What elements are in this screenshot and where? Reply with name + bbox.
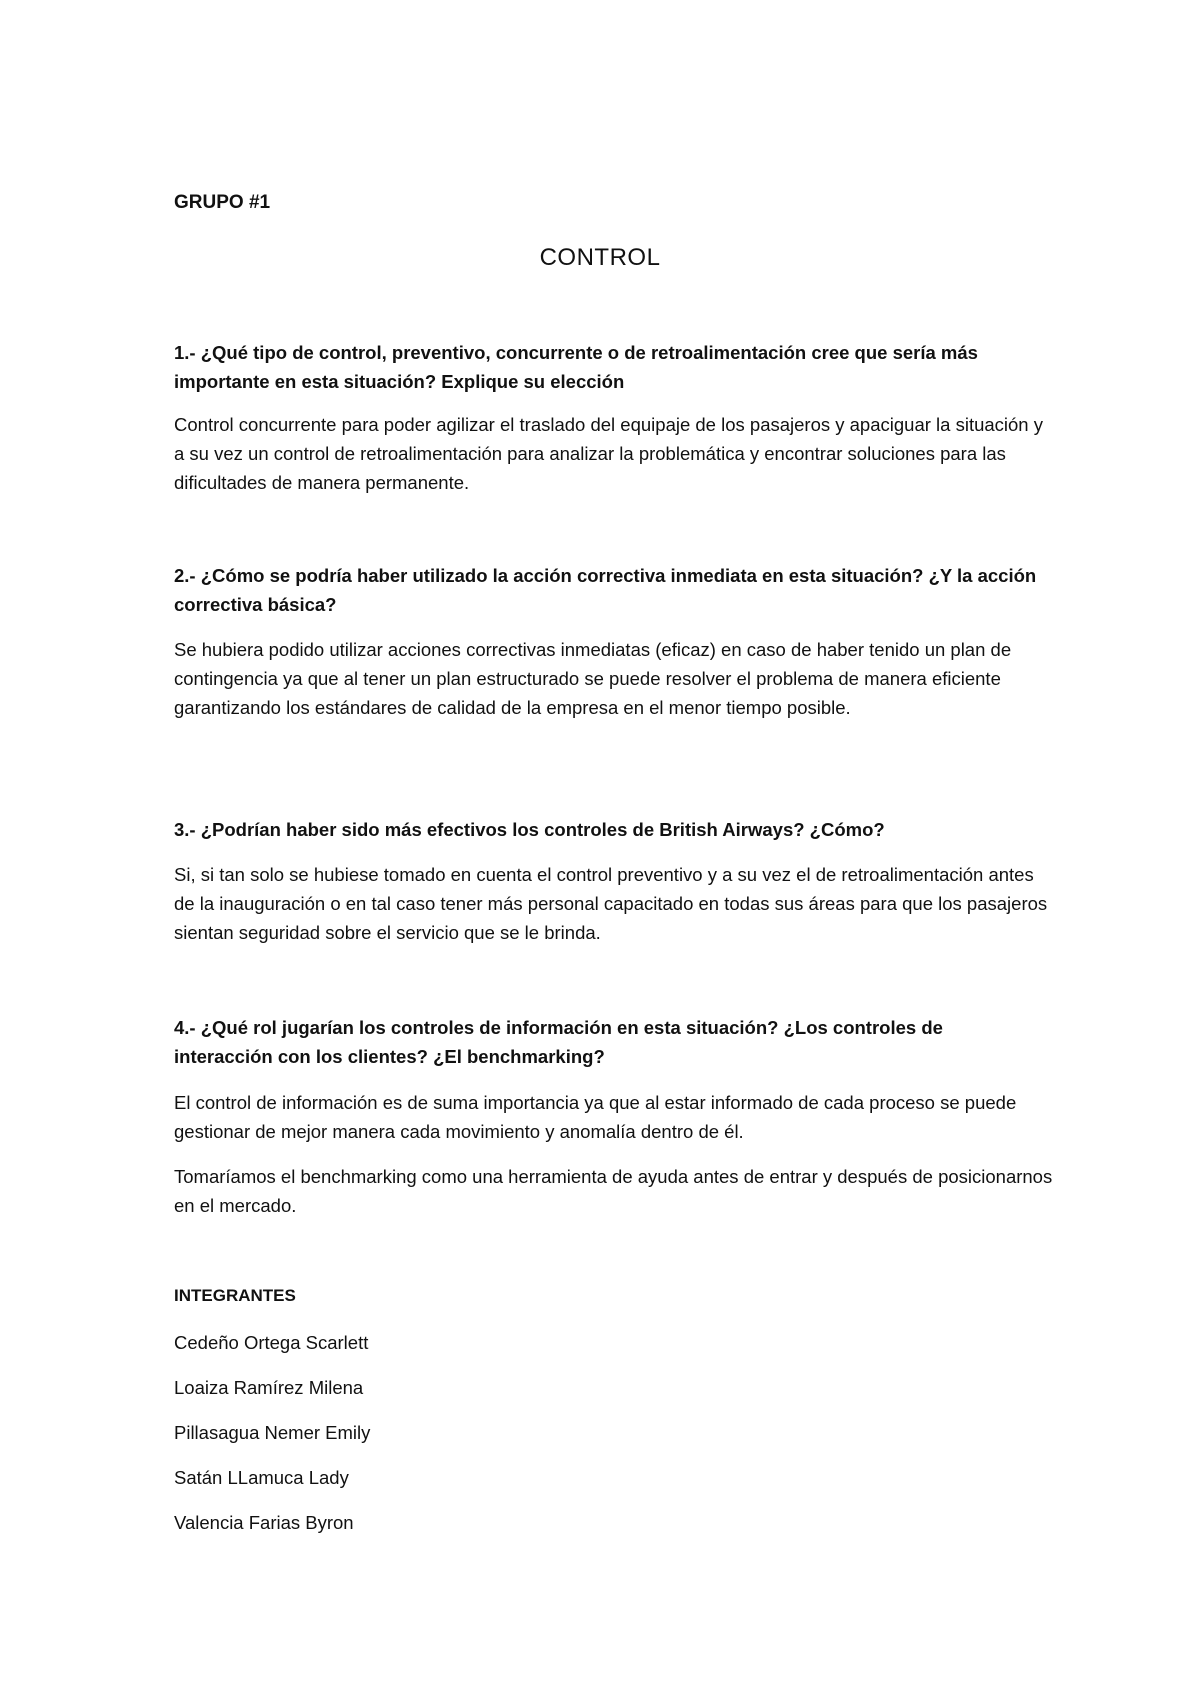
answer-1: Control concurrente para poder agilizar el traslado del equipaje de los pasajeros y apaciguar la situación y a su vez un control de retroalimentación para analizar la problemática y encontrar soluciones para las dificultades de manera permanente. <box>174 414 1043 493</box>
member-item: Pillasagua Nemer Emily <box>174 1422 371 1443</box>
question-4: 4.- ¿Qué rol jugarían los controles de información en esta situación? ¿Los controles de interacción con los clientes? ¿El benchmarking? <box>174 1017 943 1067</box>
document-title: CONTROL <box>539 244 661 271</box>
member-item: Cedeño Ortega Scarlett <box>174 1332 369 1353</box>
member-item: Valencia Farias Byron <box>174 1512 354 1533</box>
answer-4b: Tomaríamos el benchmarking como una herramienta de ayuda antes de entrar y después de posicionarnos en el mercado. <box>174 1166 1053 1216</box>
question-2: 2.- ¿Cómo se podría haber utilizado la acción correctiva inmediata en esta situación? ¿Y la acción correctiva básica? <box>174 565 1037 615</box>
member-item: Satán LLamuca Lady <box>174 1467 349 1488</box>
members-heading: INTEGRANTES <box>174 1286 296 1305</box>
answer-4a: El control de información es de suma importancia ya que al estar informado de cada proceso se puede gestionar de mejor manera cada movimiento y anomalía dentro de él. <box>174 1092 1017 1142</box>
answer-2: Se hubiera podido utilizar acciones correctivas inmediatas (eficaz) en caso de haber tenido un plan de contingencia ya que al tener un plan estructurado se puede resolver el problema de manera eficiente garantizando los estándares de calidad de la empresa en el menor tiempo posible. <box>174 639 1012 718</box>
answer-3: Si, si tan solo se hubiese tomado en cuenta el control preventivo y a su vez el de retroalimentación antes de la inauguración o en tal caso tener más personal capacitado en todas sus áreas para que los pasajeros sientan seguridad sobre el servicio que se le brinda. <box>174 864 1048 943</box>
question-1: 1.- ¿Qué tipo de control, preventivo, concurrente o de retroalimentación cree que sería más importante en esta situación? Explique su elección <box>174 342 978 392</box>
member-item: Loaiza Ramírez Milena <box>174 1377 364 1398</box>
question-3: 3.- ¿Podrían haber sido más efectivos los controles de British Airways? ¿Cómo? <box>174 819 885 840</box>
group-label: GRUPO #1 <box>174 192 271 213</box>
